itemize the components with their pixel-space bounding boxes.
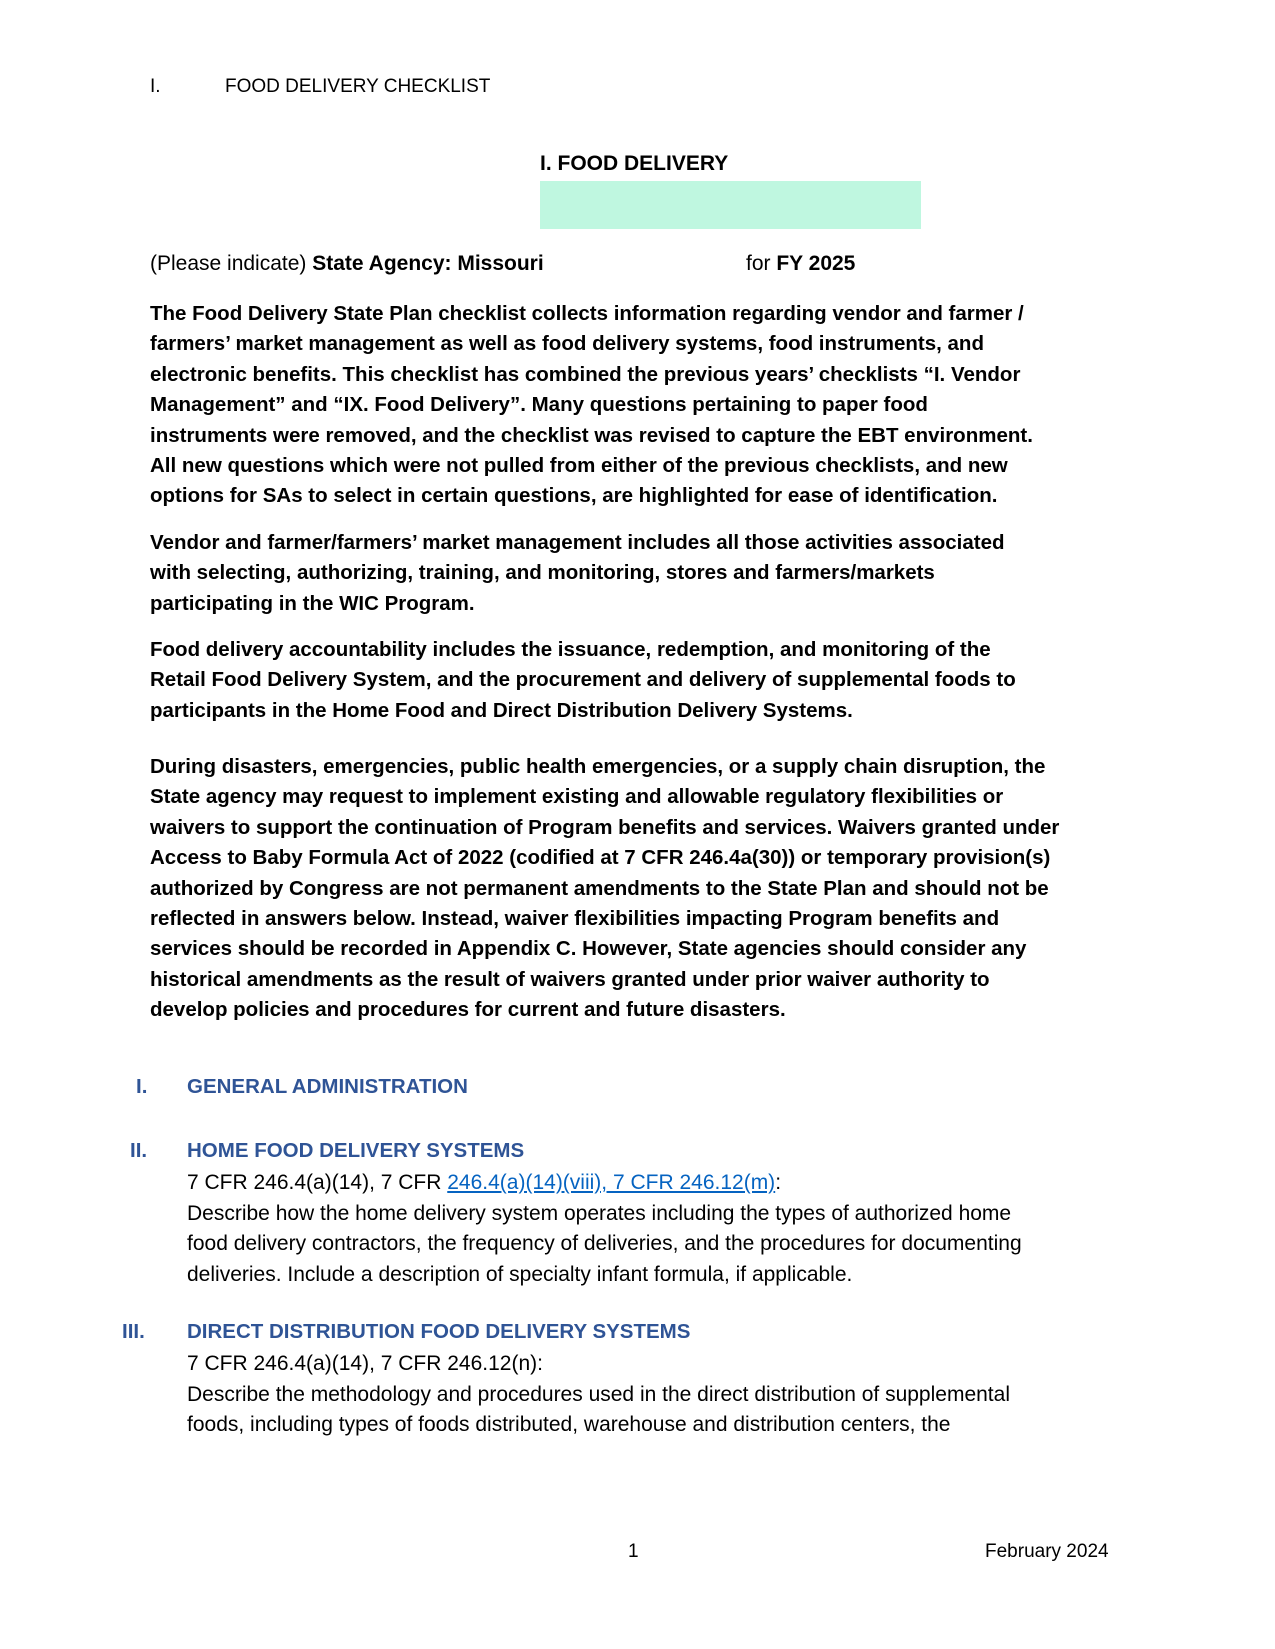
section-title: I. FOOD DELIVERY: [540, 152, 729, 175]
accountability-paragraph: [150, 635, 1110, 726]
footer-date: February 2024: [985, 1541, 1109, 1562]
paragraph-line: Food delivery accountability includes the issuance, redemption, and monitoring of the: [150, 638, 991, 661]
paragraph-line: authorized by Congress are not permanent amendments to the State Plan and should not be: [150, 876, 1049, 900]
section-heading-general-administration: GENERAL ADMINISTRATION: [187, 1075, 468, 1098]
disaster-paragraph: [150, 752, 1110, 1026]
citation-line: 7 CFR 246.4(a)(14), 7 CFR 246.12(n):: [187, 1352, 543, 1375]
paragraph-line: develop policies and procedures for current and future disasters.: [150, 998, 786, 1022]
paragraph-line: All new questions which were not pulled from either of the previous checklists, and new: [150, 454, 1008, 478]
paragraph-line: participating in the WIC Program.: [150, 591, 475, 615]
section-body-home-food-delivery: [187, 1168, 1127, 1290]
body-line: foods, including types of foods distributed, warehouse and distribution centers, the: [187, 1413, 951, 1436]
paragraph-line: electronic benefits. This checklist has combined the previous years’ checklists “I. Vendor: [150, 362, 1021, 386]
page-number: 1: [628, 1541, 639, 1562]
paragraph-line: State agency may request to implement existing and allowable regulatory flexibilities or: [150, 785, 1004, 809]
paragraph-line: The Food Delivery State Plan checklist collects information regarding vendor and farmer /: [150, 302, 1024, 325]
paragraph-line: options for SAs to select in certain questions, are highlighted for ease of identification.: [150, 484, 998, 508]
state-agency-line: [150, 252, 544, 276]
paragraph-line: participants in the Home Food and Direct Distribution Delivery Systems.: [150, 698, 853, 722]
vendor-management-paragraph: [150, 528, 1110, 619]
fiscal-year-line: [746, 252, 855, 276]
body-line: food delivery contractors, the frequency of deliveries, and the procedures for documenting: [187, 1232, 1022, 1255]
paragraph-line: Vendor and farmer/farmers’ market management includes all those activities associated: [150, 531, 1005, 554]
body-line: Describe the methodology and procedures used in the direct distribution of supplemental: [187, 1382, 1010, 1406]
section-heading-direct-distribution: DIRECT DISTRIBUTION FOOD DELIVERY SYSTEMS: [187, 1320, 691, 1343]
citation-link[interactable]: 246.4(a)(14)(viii), 7 CFR 246.12(m): [447, 1171, 776, 1194]
paragraph-line: Management” and “IX. Food Delivery”. Many questions pertaining to paper food: [150, 393, 928, 417]
header-title: FOOD DELIVERY CHECKLIST: [225, 76, 491, 97]
paragraph-line: services should be recorded in Appendix C. However, State agencies should consider any: [150, 937, 1027, 961]
intro-paragraph: [150, 299, 1110, 512]
fiscal-year-prefix: for: [746, 252, 777, 275]
section-number: I.: [136, 1075, 148, 1098]
paragraph-line: During disasters, emergencies, public health emergencies, or a supply chain disruption, the: [150, 755, 1046, 778]
paragraph-line: Access to Baby Formula Act of 2022 (codified at 7 CFR 246.4a(30)) or temporary provision(s): [150, 846, 1051, 870]
header-number: I.: [150, 76, 161, 97]
paragraph-line: historical amendments as the result of waivers granted under prior waiver authority to: [150, 967, 990, 991]
section-number: III.: [122, 1320, 145, 1343]
paragraph-line: reflected in answers below. Instead, waiver flexibilities impacting Program benefits and: [150, 907, 1000, 931]
section-heading-home-food-delivery: HOME FOOD DELIVERY SYSTEMS: [187, 1139, 525, 1162]
section-body-direct-distribution: [187, 1349, 1127, 1441]
state-agency-prefix: (Please indicate): [150, 252, 313, 275]
paragraph-line: waivers to support the continuation of Program benefits and services. Waivers granted under: [150, 815, 1060, 839]
highlight-box: [540, 181, 921, 229]
paragraph-line: with selecting, authorizing, training, and monitoring, stores and farmers/markets: [150, 561, 935, 585]
citation-prefix: 7 CFR 246.4(a)(14), 7 CFR: [187, 1171, 448, 1194]
state-agency-label: State Agency: Missouri: [312, 252, 544, 275]
body-line: Describe how the home delivery system operates including the types of authorized home: [187, 1201, 1012, 1225]
body-line: deliveries. Include a description of specialty infant formula, if applicable.: [187, 1262, 853, 1286]
fiscal-year-value: FY 2025: [776, 252, 856, 275]
citation-line: [187, 1168, 1127, 1199]
paragraph-line: instruments were removed, and the checklist was revised to capture the EBT environment.: [150, 423, 1033, 447]
citation-suffix: :: [775, 1171, 782, 1194]
section-number: II.: [130, 1139, 148, 1162]
paragraph-line: Retail Food Delivery System, and the procurement and delivery of supplemental foods to: [150, 668, 1016, 692]
paragraph-line: farmers’ market management as well as food delivery systems, food instruments, and: [150, 332, 984, 356]
